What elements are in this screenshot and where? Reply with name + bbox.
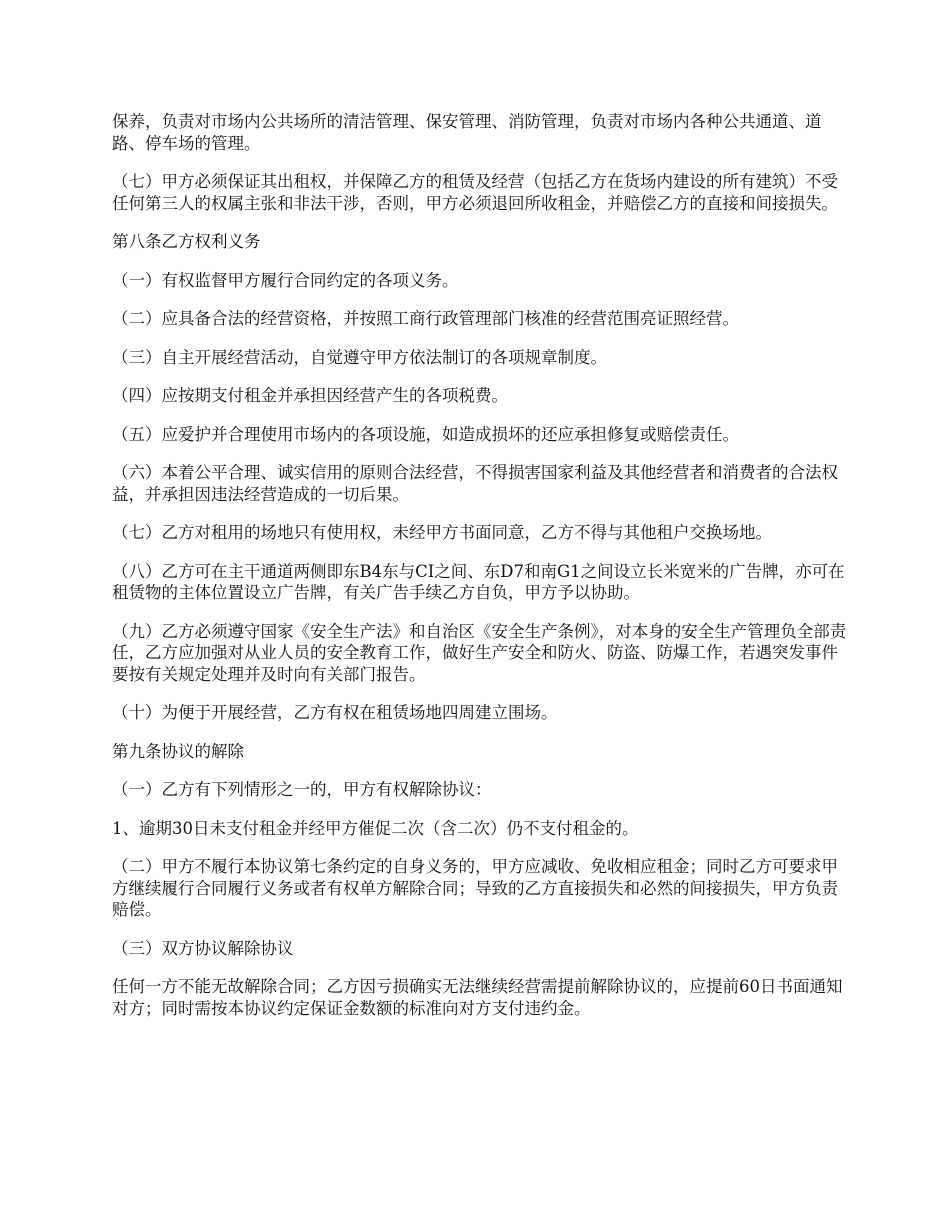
paragraph-article-8-item-8: （八）乙方可在主干通道两侧即东B4东与CI之间、东D7和南G1之间设立长米宽米的广告牌，亦可在租赁物的主体位置设立广告牌，有关广告手续乙方自负，甲方予以协助。: [112, 561, 845, 602]
paragraph-article-8-item-1: （一）有权监督甲方履行合同约定的各项义务。: [112, 270, 459, 290]
paragraph-article-8-item-3: （三）自主开展经营活动，自觉遵守甲方依法制订的各项规章制度。: [112, 347, 607, 367]
paragraph-article-9-item-3: （三）双方协议解除协议: [112, 938, 294, 958]
paragraph-article-8-item-6: （六）本着公平合理、诚实信用的原则合法经营，不得损害国家利益及其他经营者和消费者的合法权益，并承担因违法经营造成的一切后果。: [112, 463, 838, 504]
paragraph-article-8-item-7: （七）乙方对租用的场地只有使用权，未经甲方书面同意，乙方不得与其他租户交换场地。: [112, 523, 772, 542]
paragraph-article-8-item-10: （十）为便于开展经营，乙方有权在租赁场地四周建立围场。: [112, 703, 558, 722]
paragraph-article-9-termination-notice: 任何一方不能无故解除合同；乙方因亏损确实无法继续经营需提前解除协议的，应提前60日书面通知对方；同时需按本协议约定保证金数额的标准向对方支付违约金。: [112, 977, 843, 1018]
paragraph-article-9-subitem-1: 1、逾期30日未支付租金并经甲方催促二次（含二次）仍不支付租金的。: [112, 818, 639, 838]
paragraph-clause-7-continued: 保养，负责对市场内公共场所的清洁管理、保安管理、消防管理，负责对市场内各种公共通道、道路、停车场的管理。: [112, 112, 822, 153]
paragraph-clause-7-item-7: （七）甲方必须保证其出租权，并保障乙方的租赁及经营（包括乙方在货场内建设的所有建筑）不受任何第三人的权属主张和非法干涉，否则，甲方必须退回所收租金，并赔偿乙方的直接和间接损失。: [112, 172, 838, 213]
section-heading-article-9: 第九条协议的解除: [112, 741, 244, 761]
section-heading-article-8: 第八条乙方权利义务: [112, 232, 261, 251]
document-page: [112, 111, 852, 1036]
paragraph-article-9-item-1: （一）乙方有下列情形之一的，甲方有权解除协议：: [112, 780, 492, 799]
paragraph-article-8-item-5: （五）应爱护并合理使用市场内的各项设施，如造成损坏的还应承担修复或赔偿责任。: [112, 424, 739, 444]
paragraph-article-8-item-4: （四）应按期支付租金并承担因经营产生的各项税费。: [112, 386, 508, 405]
paragraph-article-8-item-9: （九）乙方必须遵守国家《安全生产法》和自治区《安全生产条例》，对本身的安全生产管理负全部责任，乙方应加强对从业人员的安全教育工作，做好生产安全和防火、防盗、防爆工作，若遇突发事件要按有关规定处理并及时向有关部门报告。: [112, 621, 847, 684]
paragraph-article-9-item-2: （二）甲方不履行本协议第七条约定的自身义务的，甲方应减收、免收相应租金；同时乙方可要求甲方继续履行合同履行义务或者有权单方解除合同；导致的乙方直接损失和必然的间接损失，甲方负责赔偿。: [112, 857, 838, 919]
paragraph-article-8-item-2: （二）应具备合法的经营资格，并按照工商行政管理部门核准的经营范围亮证照经营。: [112, 309, 739, 328]
